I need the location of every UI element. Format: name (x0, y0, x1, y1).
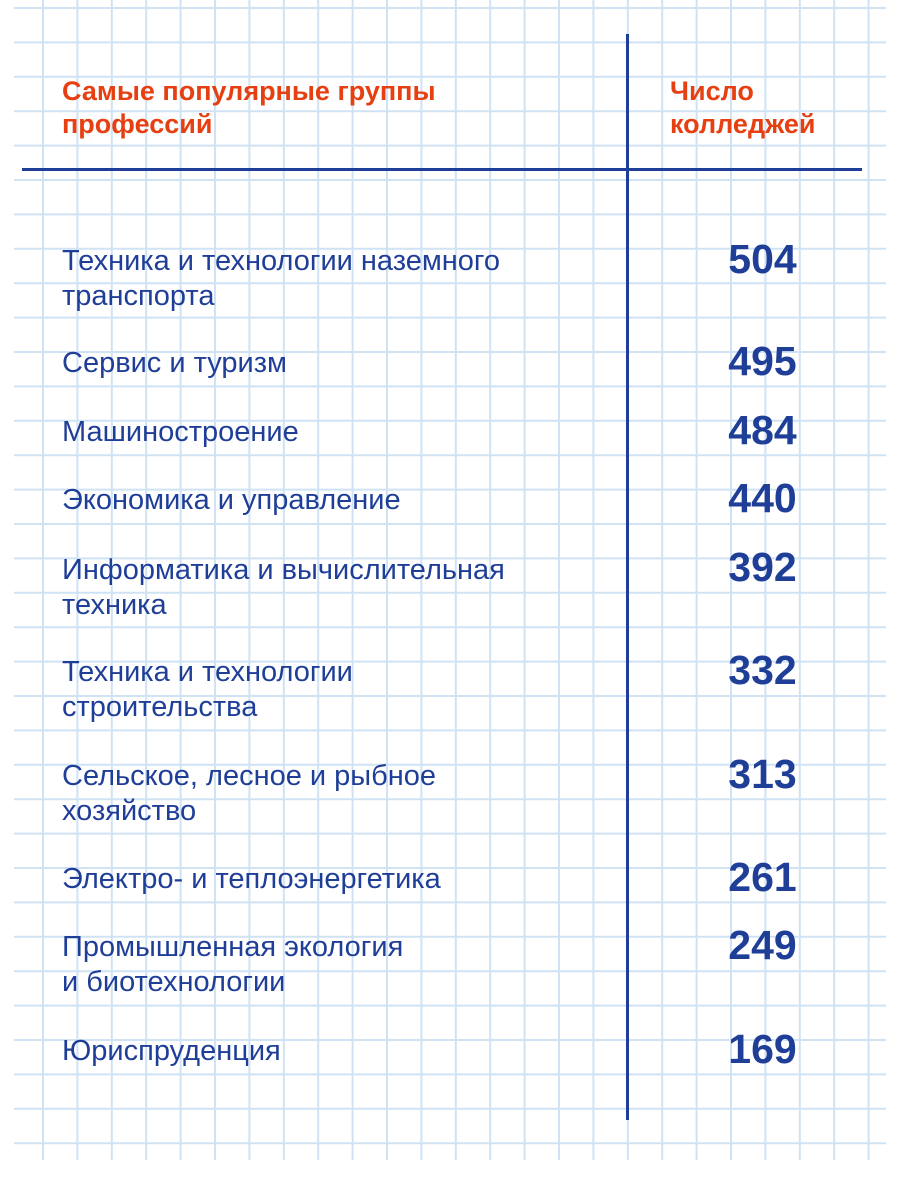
row-label: Электро- и теплоэнергетика (62, 863, 441, 895)
row-value: 495 (728, 338, 797, 384)
header-college-count: Число колледжей (670, 76, 816, 139)
row-label: Экономика и управление (62, 484, 401, 516)
row-label: Юриспруденция (62, 1035, 281, 1067)
row-label: Сельское, лесное и рыбное хозяйство (62, 760, 437, 827)
row-label: Информатика и вычислительная техника (62, 554, 505, 621)
row-value: 504 (728, 236, 797, 282)
column-divider-line (626, 34, 629, 1120)
row-value: 169 (728, 1026, 797, 1072)
row-label: Сервис и туризм (62, 347, 287, 379)
row-value: 249 (728, 922, 797, 968)
row-label: Техника и технологии строительства (62, 656, 353, 723)
header-profession-groups: Самые популярные группы профессий (62, 76, 436, 139)
row-value: 440 (728, 475, 797, 521)
row-value: 484 (728, 407, 797, 453)
row-label: Промышленная экология и биотехнологии (62, 931, 404, 998)
row-value: 261 (728, 854, 797, 900)
row-value: 332 (728, 647, 797, 693)
row-value: 313 (728, 751, 797, 797)
header-divider-line (22, 168, 862, 171)
row-value: 392 (728, 544, 797, 590)
row-label: Техника и технологии наземного транспорта (62, 245, 500, 312)
row-label: Машиностроение (62, 416, 299, 448)
